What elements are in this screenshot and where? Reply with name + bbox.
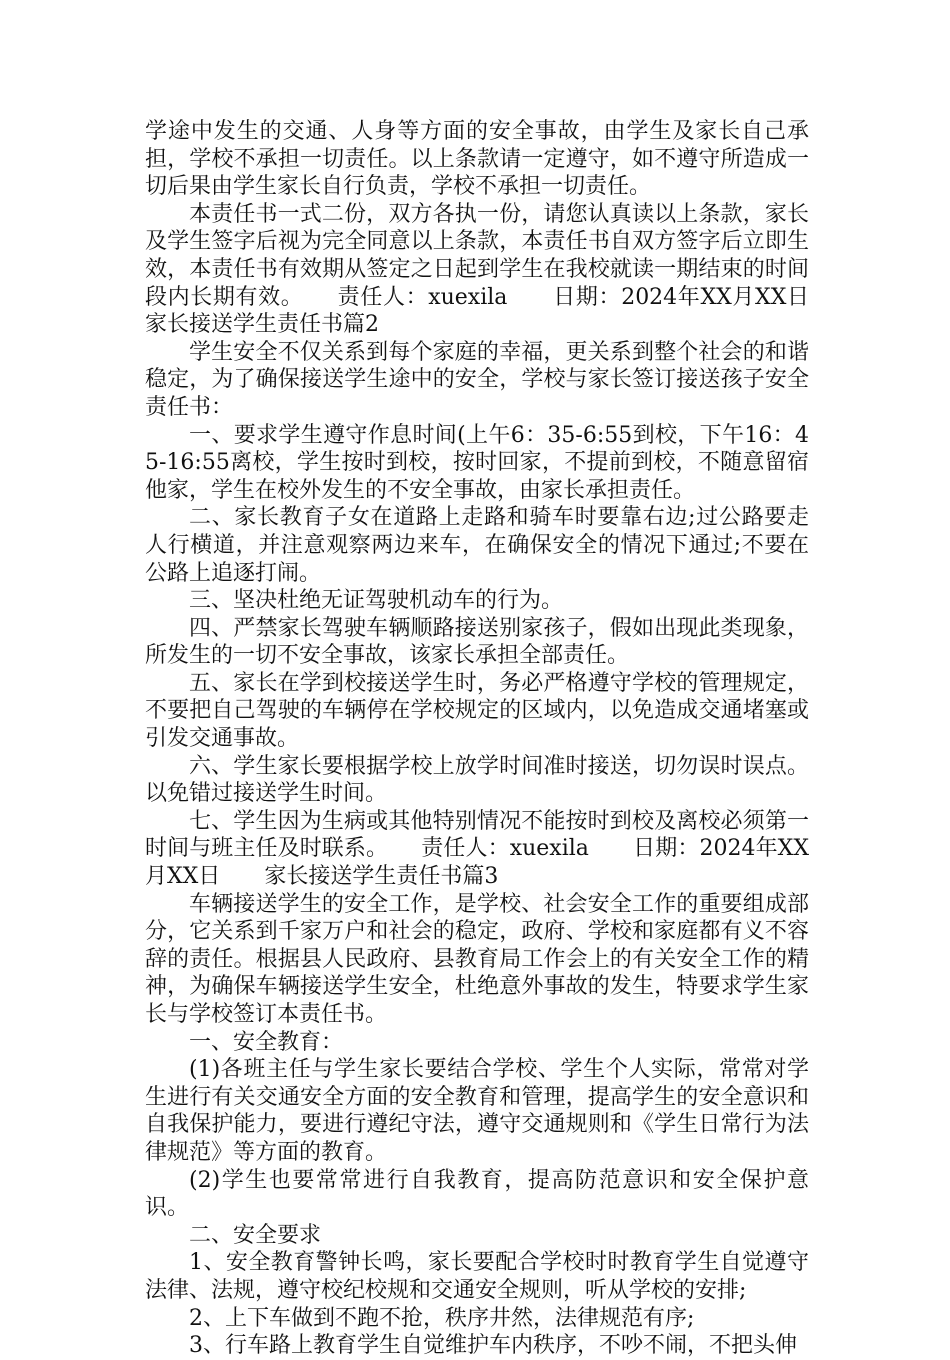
paragraph-16: 1、安全教育警钟长鸣，家长要配合学校时时教育学生自觉遵守法律、法规，遵守校纪校规和交通安全规则，听从学校的安排; [145,1250,809,1303]
paragraph-12: 一、安全教育： [189,1029,344,1055]
paragraph-4: 一、要求学生遵守作息时间(上午6：35-6:55到校，下午16：45-16:55离校，学生按时到校，按时回家，不提前到校，不随意留宿他家，学生在校外发生的不安全事故，由家长承担责任。 [145,422,809,503]
paragraph-6: 三、坚决杜绝无证驾驶机动车的行为。 [189,588,564,614]
paragraph-15: 二、安全要求 [189,1222,322,1248]
paragraph-11: 车辆接送学生的安全工作，是学校、社会安全工作的重要组成部分，它关系到千家万户和社会的稳定，政府、学校和家庭都有义不容辞的责任。根据县人民政府、县教育局工作会上的有关安全工作的精神，为确保车辆接送学生安全，杜绝意外事故的发生，特要求学生家长与学校签订本责任书。 [145,891,809,1027]
paragraph-17: 2、上下车做到不跑不抢，秩序井然，法律规范有序; [189,1305,695,1331]
paragraph-3: 学生安全不仅关系到每个家庭的幸福，更关系到整个社会的和谐稳定，为了确保接送学生途中的安全，学校与家长签订接送孩子安全责任书： [145,339,809,420]
paragraph-2: 本责任书一式二份，双方各执一份，请您认真读以上条款，家长及学生签字后视为完全同意以上条款，本责任书自双方签字后立即生效，本责任书有效期从签定之日起到学生在我校就读一期结束的时间段内长期有效。 责任人：xuexila 日期：2024年XX月XX日 家长接送学生责任书篇2 [145,201,854,338]
paragraph-18: 3、行车路上教育学生自觉维护车内秩序，不吵不闹，不把头伸 [189,1333,797,1359]
paragraph-13: (1)各班主任与学生家长要结合学校、学生个人实际，常常对学生进行有关交通安全方面的安全教育和管理，提高学生的安全意识和自我保护能力，要进行遵纪守法，遵守交通规则和《学生日常行为法律规范》等方面的教育。 [145,1057,809,1165]
paragraph-5: 二、家长教育子女在道路上走路和骑车时要靠右边;过公路要走人行横道，并注意观察两边来车，在确保安全的情况下通过;不要在公路上追逐打闹。 [145,505,809,586]
paragraph-1: 学途中发生的交通、人身等方面的安全事故，由学生及家长自己承担，学校不承担一切责任。以上条款请一定遵守，如不遵守所造成一切后果由学生家长自行负责，学校不承担一切责任。 [145,119,809,200]
paragraph-10: 七、学生因为生病或其他特别情况不能按时到校及离校必须第一时间与班主任及时联系。 责任人：xuexila 日期：2024年XX月XX日 家长接送学生责任书篇3 [145,808,809,890]
paragraph-14: (2)学生也要常常进行自我教育，提高防范意识和安全保护意识。 [145,1167,809,1221]
paragraph-7: 四、严禁家长驾驶车辆顺路接送别家孩子，假如出现此类现象，所发生的一切不安全事故，该家长承担全部责任。 [145,615,809,669]
document-page [145,118,854,1360]
paragraph-9: 六、学生家长要根据学校上放学时间准时接送，切勿误时误点。以免错过接送学生时间。 [145,753,809,807]
paragraph-8: 五、家长在学到校接送学生时，务必严格遵守学校的管理规定，不要把自己驾驶的车辆停在学校规定的区域内，以免造成交通堵塞或引发交通事故。 [145,670,809,752]
